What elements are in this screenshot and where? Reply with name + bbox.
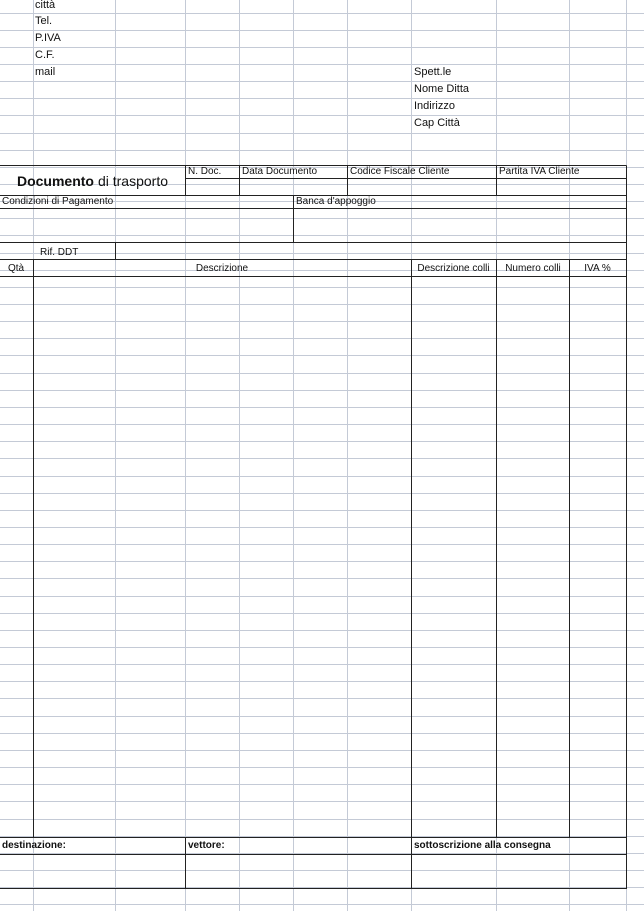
delivery-signature-label: sottoscrizione alla consegna bbox=[414, 840, 551, 851]
document-title bbox=[0, 166, 185, 196]
bank-label: Banca d'appoggio bbox=[296, 196, 376, 207]
payment-conditions-label: Condizioni di Pagamento bbox=[2, 196, 114, 207]
column-package-count: Numero colli bbox=[505, 263, 561, 274]
column-vat: IVA % bbox=[584, 263, 611, 274]
recipient-company: Nome Ditta bbox=[414, 83, 470, 95]
recipient-zip-city: Cap Città bbox=[414, 117, 460, 129]
column-qty: Qtà bbox=[8, 263, 25, 274]
header-doc-date: Data Documento bbox=[242, 166, 318, 177]
ref-ddt-label: Rif. DDT bbox=[40, 247, 79, 258]
sender-tel-label: Tel. bbox=[35, 15, 53, 27]
header-client-piva: Partita IVA Cliente bbox=[499, 166, 580, 177]
sender-piva-label: P.IVA bbox=[35, 32, 61, 44]
recipient-salutation: Spett.le bbox=[414, 66, 452, 78]
header-client-cf: Codice Fiscale Cliente bbox=[350, 166, 450, 177]
header-doc-number: N. Doc. bbox=[188, 166, 222, 177]
document-title-bold: Documento bbox=[16, 173, 94, 189]
column-package-description: Descrizione colli bbox=[417, 263, 490, 274]
sender-mail-label: mail bbox=[35, 66, 56, 78]
destination-label: destinazione: bbox=[2, 840, 66, 851]
column-description: Descrizione bbox=[195, 263, 249, 274]
sender-city-label: città bbox=[35, 0, 56, 11]
document-title-rest: di trasporto bbox=[97, 173, 169, 189]
carrier-label: vettore: bbox=[188, 840, 225, 851]
recipient-address: Indirizzo bbox=[414, 100, 455, 112]
sender-cf-label: C.F. bbox=[35, 49, 55, 61]
